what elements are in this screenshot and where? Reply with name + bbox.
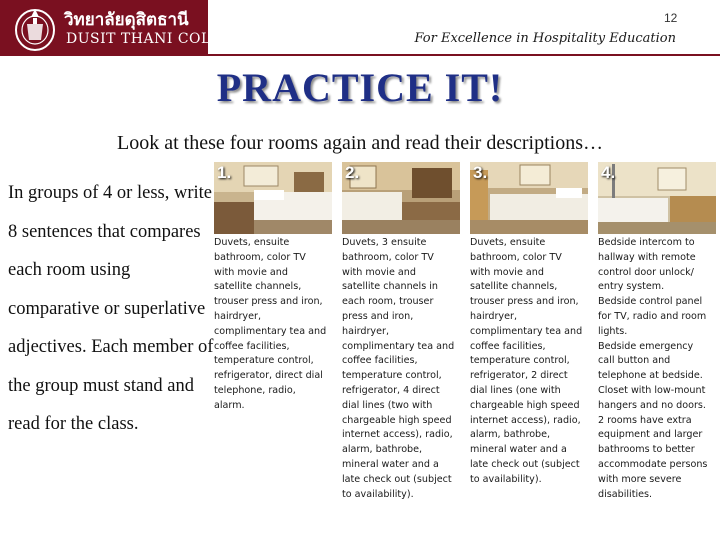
room-1-line-4: satellite channels,	[214, 281, 302, 293]
slide-header	[0, 0, 720, 56]
room-description-3	[470, 236, 592, 488]
room-2-line-12: dial lines (two with	[342, 399, 433, 411]
room-4-line-2: hallway with remote	[598, 251, 696, 263]
room-2-line-13: chargeable high speed	[342, 414, 452, 426]
room-1-line-12: alarm.	[214, 399, 245, 411]
room-description-4	[598, 236, 720, 502]
room-4-line-8: Bedside emergency	[598, 340, 694, 352]
room-2-line-16: mineral water and a	[342, 458, 439, 470]
room-number-1: 1.	[217, 163, 232, 182]
room-4-line-7: lights.	[598, 325, 628, 337]
room-2-line-17: late check out (subject	[342, 473, 452, 485]
room-number-3: 3.	[473, 163, 488, 182]
room-2-line-4: satellite channels in	[342, 281, 439, 293]
slide-subtitle: Look at these four rooms again and read their descriptions…	[117, 132, 603, 154]
room-4-line-11: Closet with low-mount	[598, 384, 706, 396]
room-1-line-9: temperature control,	[214, 355, 314, 367]
room-4-line-10: telephone at bedside.	[598, 370, 703, 382]
room-1-line-10: refrigerator, direct dial	[214, 370, 323, 382]
room-1-line-7: complimentary tea and	[214, 325, 327, 337]
college-seal-icon	[12, 4, 58, 52]
room-3-line-17: to availability).	[470, 473, 542, 485]
room-2-line-9: coffee facilities,	[342, 355, 418, 367]
room-4-line-13: 2 rooms have extra	[598, 414, 692, 426]
room-number-4: 4.	[601, 163, 616, 182]
room-3-line-13: internet access), radio,	[470, 414, 581, 426]
slide-title: PRACTICE IT!	[216, 65, 504, 110]
room-3-line-1: Duvets, ensuite	[470, 237, 546, 248]
college-logo-band	[0, 0, 254, 56]
room-1-line-1: Duvets, ensuite	[214, 237, 290, 248]
room-2-line-3: with movie and	[342, 266, 416, 278]
room-3-line-4: satellite channels,	[470, 281, 558, 293]
room-2-line-11: refrigerator, 4 direct	[342, 384, 440, 396]
room-4-line-6: for TV, radio and room	[598, 310, 707, 322]
room-3-line-10: refrigerator, 2 direct	[470, 370, 568, 382]
room-photo-4	[598, 162, 716, 234]
room-3-line-16: late check out (subject	[470, 458, 580, 470]
room-photo-2	[342, 162, 460, 234]
room-3-line-6: hairdryer,	[470, 310, 518, 322]
room-4-line-15: bathrooms to better	[598, 444, 695, 456]
room-1-line-5: trouser press and iron,	[214, 296, 323, 308]
room-3-line-11: dial lines (one with	[470, 384, 561, 396]
room-description-2	[342, 236, 464, 502]
room-4-line-17: with more severe	[598, 473, 682, 485]
room-1-line-6: hairdryer,	[214, 310, 262, 322]
college-name-english: DUSIT THANI COLLEGE	[66, 31, 254, 47]
room-2-line-8: complimentary tea and	[342, 340, 455, 352]
room-3-line-14: alarm, bathrobe,	[470, 429, 551, 441]
room-4-line-14: equipment and larger	[598, 429, 703, 441]
room-3-line-3: with movie and	[470, 266, 544, 278]
room-2-line-1: Duvets, 3 ensuite	[342, 237, 427, 248]
room-3-line-9: temperature control,	[470, 355, 570, 367]
room-2-line-14: internet access), radio,	[342, 429, 453, 441]
room-2-line-15: alarm, bathrobe,	[342, 444, 423, 456]
room-1-line-2: bathroom, color TV	[214, 251, 306, 263]
room-1-line-8: coffee facilities,	[214, 340, 290, 352]
room-3-line-7: complimentary tea and	[470, 325, 583, 337]
room-2-line-2: bathroom, color TV	[342, 251, 434, 263]
room-4-line-18: disabilities.	[598, 488, 653, 500]
activity-instructions: In groups of 4 or less, write 8 sentences that compares each room using comparative or superlative adjectives. Each member of the group must stand and read for the class.	[8, 183, 214, 434]
room-4-line-1: Bedside intercom to	[598, 237, 695, 248]
room-photo-3	[470, 162, 588, 234]
room-3-line-15: mineral water and a	[470, 444, 567, 456]
room-4-line-3: control door unlock/	[598, 266, 694, 278]
room-2-line-6: press and iron,	[342, 310, 414, 322]
room-2-line-10: temperature control,	[342, 370, 442, 382]
room-3-line-5: trouser press and iron,	[470, 296, 579, 308]
room-2-line-18: to availability).	[342, 488, 414, 500]
room-4-line-9: call button and	[598, 355, 671, 367]
room-3-line-2: bathroom, color TV	[470, 251, 562, 263]
room-4-line-5: Bedside control panel	[598, 296, 703, 308]
college-tagline: For Excellence in Hospitality Education	[414, 31, 676, 46]
room-1-line-11: telephone, radio,	[214, 384, 296, 396]
header-divider	[0, 54, 720, 56]
room-4-line-16: accommodate persons	[598, 458, 708, 470]
room-4-line-4: entry system.	[598, 281, 665, 293]
room-number-2: 2.	[345, 163, 360, 182]
room-3-line-8: coffee facilities,	[470, 340, 546, 352]
room-1-line-3: with movie and	[214, 266, 288, 278]
room-3-line-12: chargeable high speed	[470, 399, 580, 411]
college-name-thai: วิทยาลัยดุสิตธานี	[64, 10, 189, 30]
room-2-line-5: each room, trouser	[342, 296, 434, 308]
room-2-line-7: hairdryer,	[342, 325, 390, 337]
room-description-1	[214, 236, 336, 414]
page-number: 12	[664, 11, 678, 25]
room-photo-1	[214, 162, 332, 234]
room-4-line-12: hangers and no doors.	[598, 399, 706, 411]
